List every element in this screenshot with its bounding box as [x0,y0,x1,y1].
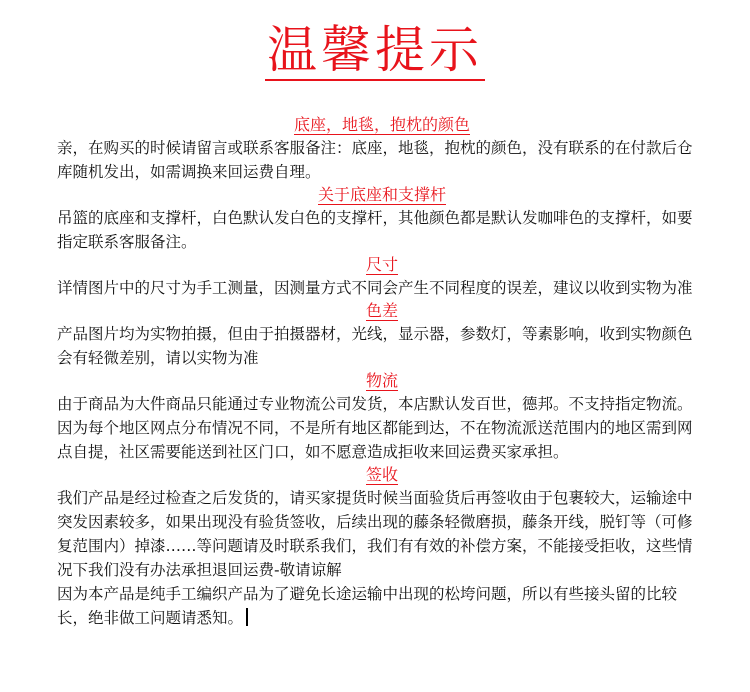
section-base-colors [57,114,707,184]
section-heading [57,184,707,206]
section-base-and-pole [57,184,707,254]
section-paragraph: 详情图片中的尺寸为手工测量，因测量方式不同会产生不同程度的误差，建议以收到实物为准 [57,279,693,297]
notice-content [57,114,707,630]
section-heading [57,254,707,276]
section-heading-text: 物流 [365,371,398,390]
section-heading [57,370,707,392]
section-heading [57,464,707,486]
text-cursor [246,608,248,626]
section-paragraph-last [57,582,707,630]
section-paragraph: 亲，在购买的时候请留言或联系客服备注：底座，地毯，抱枕的颜色，没有联系的在付款后仓库随机发出，如需调换来回运费自理。 [57,139,693,181]
section-heading-text: 底座，地毯，抱枕的颜色 [293,115,470,134]
section-heading-text: 关于底座和支撑杆 [317,185,446,204]
section-paragraph: 由于商品为大件商品只能通过专业物流公司发货，本店默认发百世，德邦。不支持指定物流。因为每个地区网点分布情况不同，不是所有地区都能到达，不在物流派送范围内的地区需到网点自提，社区需要能送到社区门口，如不愿意造成拒收来回运费买家承担。 [57,395,693,461]
section-paragraph: 我们产品是经过检查之后发货的，请买家提货时候当面验货后再签收由于包裹较大，运输途中突发因素较多，如果出现没有验货签收，后续出现的藤条轻微磨损，藤条开线，脱钉等（可修复范围内）掉漆……等问题请及时联系我们，我们有有效的补偿方案，不能接受拒收，这些情况下我们没有办法承担退回运费-敬请谅解 [57,489,693,579]
section-heading-text: 色差 [365,301,398,320]
section-heading [57,300,707,322]
section-logistics [57,370,707,464]
section-paragraph: 吊篮的底座和支撑杆，白色默认发白色的支撑杆，其他颜色都是默认发咖啡色的支撑杆，如要指定联系客服备注。 [57,209,693,251]
section-paragraph: 产品图片均为实物拍摄，但由于拍摄器材，光线，显示器，参数灯，等素影响，收到实物颜色会有轻微差别，请以实物为准 [57,325,693,367]
section-heading [57,114,707,136]
section-color-difference [57,300,707,370]
page-title-text: 温馨提示 [267,21,483,79]
section-signing [57,464,707,630]
section-paragraph-text: 因为本产品是纯手工编织产品为了避免长途运输中出现的松垮问题，所以有些接头留的比较长，绝非做工问题请悉知。 [57,585,678,627]
section-heading-text: 签收 [365,465,398,484]
section-size [57,254,707,300]
section-heading-text: 尺寸 [365,255,398,274]
page-title [0,18,750,82]
